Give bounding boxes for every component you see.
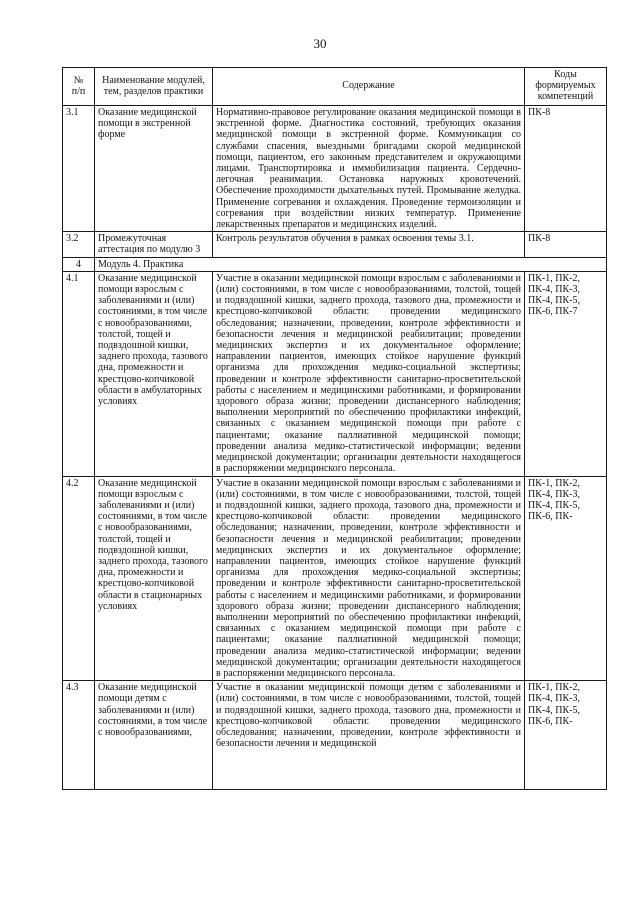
header-content: Содержание bbox=[213, 68, 525, 106]
table-row bbox=[63, 232, 607, 257]
table-row bbox=[63, 106, 607, 232]
module-number: 4 bbox=[63, 257, 95, 271]
row-codes: ПК-8 bbox=[525, 232, 607, 257]
row-number: 4.2 bbox=[63, 476, 95, 681]
header-modules: Наименование модулей, тем, разделов практики bbox=[95, 68, 213, 106]
row-codes-text: ПК-1, ПК-2, ПК-4, ПК-3, ПК-4, ПК-5, ПК-6, ПК- bbox=[528, 682, 580, 727]
module-heading-row bbox=[63, 257, 607, 271]
row-codes: ПК-8 bbox=[525, 106, 607, 232]
row-content: Участие в оказании медицинской помощи взрослым с заболеваниями и (или) состояниями, в том числе с новообразованиями, толстой, тощей и подвздошной кишки, заднего прохода, тазового дна, промежности и крестцово-копчиковой области: проведении медицинского обследования; назначении, проведении, контроле эффективности и безопасности лечения и медицинской реабилитации; проведении медицинских экспертиз и их документальное оформление; направлении пациентов, имеющих стойкое нарушение функций организма для прохождения медико-социальной экспертизы; проведении и контроле эффективности санитарно-просветительской работы с населением и медицинскими работниками, и формировании здорового образа жизни; проведении диспансерного наблюдения; выполнении мероприятий по обеспечению профилактики инфекций, связанных с оказанием медицинской помощи при работе с пациентами; оказание паллиативной медицинской помощи; проведении анализа медико-статистической информации; ведении медицинской документации; организации деятельности находящегося в распоряжении медицинского персонала. bbox=[213, 271, 525, 476]
row-content: Контроль результатов обучения в рамках освоения темы 3.1. bbox=[213, 232, 525, 257]
row-number-text: 4.3 bbox=[66, 682, 79, 694]
row-topic: Оказание медицинской помощи взрослым с заболеваниями и (или) состояниями, в том числе с новообразованиями, толстой, тощей и подвздошной кишки, заднего прохода, тазового дна, промежности и крестцово-копчиковой области в амбулаторных условиях bbox=[95, 271, 213, 476]
row-number: 4.1 bbox=[63, 271, 95, 476]
row-codes bbox=[525, 681, 607, 790]
row-content: Нормативно-правовое регулирование оказания медицинской помощи в экстренной форме. Диагностика состояний, требующих оказания медицинской помощи в экстренной форме. Коммуникация со службами спасения, выездными бригадами скорой медицинской помощи, пациентом, его законным представителем и окружающими лицами. Транспортировка и иммобилизация пациента. Сердечно-легочная реанимация. Остановка наружных кровотечений. Обеспечение проходимости дыхательных путей. Промывание желудка. Применение согревания и охлаждения. Проведение термоизоляции и согревания при воздействии низких температур. Применение лекарственных препаратов и медицинских изделий. bbox=[213, 106, 525, 232]
header-num: № п/п bbox=[63, 68, 95, 106]
row-topic: Оказание медицинской помощи в экстренной форме bbox=[95, 106, 213, 232]
row-content: Участие в оказании медицинской помощи взрослым с заболеваниями и (или) состояниями, в том числе с новообразованиями, толстой, тощей и подвздошной кишки, заднего прохода, тазового дна, промежности и крестцово-копчиковой области: проведении медицинского обследования; назначении, проведении, контроле эффективности и безопасности лечения и медицинской реабилитации; проведении медицинских экспертиз и их документальное оформление; направлении пациентов, имеющих стойкое нарушение функций организма для прохождения медико-социальной экспертизы; проведении и контроле эффективности санитарно-просветительской работы с населением и медицинскими работниками, и формировании здорового образа жизни; проведении диспансерного наблюдения; выполнении мероприятий по обеспечению профилактики инфекций, связанных с оказанием медицинской помощи при работе с пациентами; оказание паллиативной медицинской помощи; проведении анализа медико-статистической информации; ведении медицинской документации; организации деятельности находящегося в распоряжении медицинского персонала. bbox=[213, 476, 525, 681]
row-topic-text: Оказание медицинской помощи детям с заболеваниями и (или) состояниями, в том числе с новообразованиями, bbox=[98, 682, 208, 738]
row-number: 3.1 bbox=[63, 106, 95, 232]
row-number bbox=[63, 681, 95, 790]
table-row bbox=[63, 271, 607, 476]
row-number: 3.2 bbox=[63, 232, 95, 257]
row-topic bbox=[95, 681, 213, 790]
page-number: 30 bbox=[313, 36, 327, 51]
row-codes: ПК-1, ПК-2, ПК-4, ПК-3, ПК-4, ПК-5, ПК-6, ПК-7 bbox=[525, 271, 607, 476]
row-topic: Промежуточная аттестация по модулю 3 bbox=[95, 232, 213, 257]
table-row bbox=[63, 476, 607, 681]
row-content-text: Участие в оказании медицинской помощи детям с заболеваниями и (или) состояниями, в том числе с новообразованиями, толстой, тощей и подвздошной кишки, заднего прохода, тазового дна, промежности и крестцово-копчиковой области: проведении медицинского обследования; назначении, проведении, контроле эффективности и безопасности лечения и медицинской bbox=[216, 682, 521, 750]
row-codes: ПК-1, ПК-2, ПК-4, ПК-3, ПК-4, ПК-5, ПК-6, ПК- bbox=[525, 476, 607, 681]
header-codes: Коды формируемых компетенций bbox=[525, 68, 607, 106]
row-content bbox=[213, 681, 525, 790]
module-title: Модуль 4. Практика bbox=[95, 257, 607, 271]
curriculum-table bbox=[62, 67, 607, 790]
table-row bbox=[63, 681, 607, 790]
row-topic: Оказание медицинской помощи взрослым с заболеваниями и (или) состояниями, в том числе с новообразованиями, толстой, тощей и подвздошной кишки, заднего прохода, тазового дна, промежности и крестцово-копчиковой области в стационарных условиях bbox=[95, 476, 213, 681]
table-header-row bbox=[63, 68, 607, 106]
